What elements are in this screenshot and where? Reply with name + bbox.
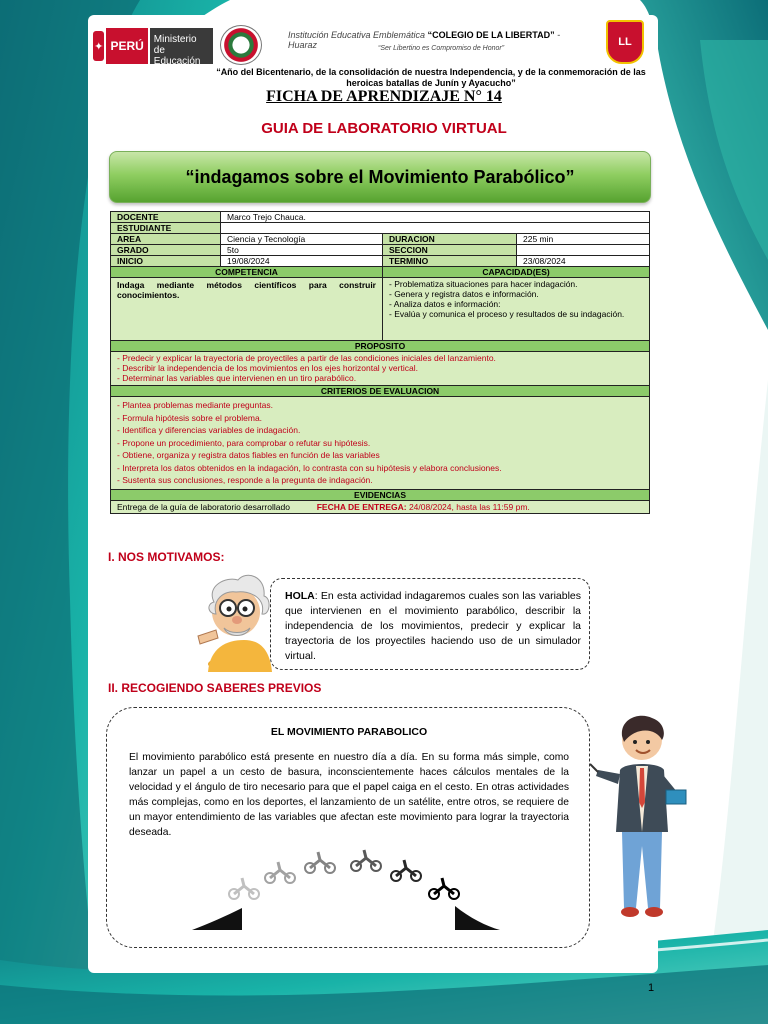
duracion-value: 225 min bbox=[517, 234, 650, 245]
school-crest-icon: LL bbox=[606, 20, 644, 64]
termino-value: 23/08/2024 bbox=[517, 256, 650, 267]
institution-prefix: Institución Educativa Emblemática bbox=[288, 30, 426, 40]
capacidad-item: - Genera y registra datos e información. bbox=[389, 289, 539, 299]
school-logo-icon bbox=[220, 25, 262, 65]
grado-value: 5to bbox=[221, 245, 383, 256]
ministry-label: Ministerio de Educación bbox=[150, 28, 213, 64]
hola-text: : En esta actividad indagaremos cuales son las variables que intervienen en el movimiento parabólico, describir la independencia de los movimientos, predecir y explicar la trayectoria de los proyectiles haciendo uso de un simulador virtual. bbox=[285, 590, 581, 662]
criterio-item: - Interpreta los datos obtenidos en la indagación, lo contrasta con su hipótesis y elabora conclusiones. bbox=[117, 462, 502, 473]
proposito-list bbox=[111, 352, 650, 386]
peru-label: PERÚ bbox=[106, 28, 147, 64]
competencia-value: Indaga mediante métodos científicos para construir conocimientos. bbox=[111, 278, 383, 341]
criterio-item: - Formula hipótesis sobre el problema. bbox=[117, 412, 263, 423]
capacidades-header: CAPACIDAD(ES) bbox=[383, 267, 650, 278]
motorcycle-icon bbox=[305, 852, 335, 873]
evidencias-row bbox=[111, 500, 650, 513]
capacidades-list bbox=[383, 278, 650, 341]
page-number: 1 bbox=[648, 982, 655, 994]
criterio-item: - Plantea problemas mediante preguntas. bbox=[117, 400, 273, 410]
section-motivamos-title: I. NOS MOTIVAMOS: bbox=[108, 550, 225, 564]
peru-shield-icon: ✦ bbox=[93, 31, 104, 61]
seccion-label: SECCION bbox=[383, 245, 517, 256]
info-table bbox=[110, 211, 650, 514]
criterios-header: CRITERIOS DE EVALUACION bbox=[111, 386, 650, 397]
termino-label: TERMINO bbox=[383, 256, 517, 267]
estudiante-field[interactable] bbox=[221, 223, 650, 234]
evidencia-text: Entrega de la guía de laboratorio desarrollado bbox=[117, 501, 290, 512]
motorcycle-jump-illustration bbox=[190, 848, 510, 934]
motorcycle-icon bbox=[229, 878, 259, 899]
proposito-header: PROPOSITO bbox=[111, 341, 650, 352]
topic-banner: “indagamos sobre el Movimiento Parabólico” bbox=[109, 151, 651, 203]
motorcycle-icon bbox=[265, 862, 295, 883]
school-name: “COLEGIO DE LA LIBERTAD” bbox=[427, 30, 555, 40]
capacidad-item: - Evalúa y comunica el proceso y resultados de su indagación. bbox=[389, 309, 625, 319]
inicio-value: 19/08/2024 bbox=[221, 256, 383, 267]
year-text: “Año del Bicentenario, de la consolidación de nuestra Independencia, y de la conmemoración de las heroicas batallas de Junín y Ayacucho” bbox=[216, 67, 646, 88]
capacidad-item: - Problematiza situaciones para hacer indagación. bbox=[389, 279, 578, 289]
criterios-list bbox=[111, 397, 650, 490]
proposito-item: - Predecir y explicar la trayectoria de proyectiles a partir de las condiciones iniciales del lanzamiento. bbox=[117, 353, 496, 363]
motorcycle-icon bbox=[429, 878, 459, 899]
evidencias-header: EVIDENCIAS bbox=[111, 489, 650, 500]
proposito-item: - Describir la independencia de los movimientos en los ejes horizontal y vertical. bbox=[117, 363, 418, 373]
inicio-label: INICIO bbox=[111, 256, 221, 267]
docente-label: DOCENTE bbox=[111, 212, 221, 223]
docente-value: Marco Trejo Chauca. bbox=[221, 212, 650, 223]
school-motto: “Ser Libertino es Compromiso de Honor” bbox=[378, 45, 505, 52]
hola-speech-box bbox=[270, 578, 590, 670]
criterio-item: - Identifica y diferencias variables de indagación. bbox=[117, 425, 301, 435]
professor-illustration bbox=[186, 568, 278, 672]
competencia-header: COMPETENCIA bbox=[111, 267, 383, 278]
estudiante-label: ESTUDIANTE bbox=[111, 223, 221, 234]
page-subtitle: GUIA DE LABORATORIO VIRTUAL bbox=[261, 120, 507, 137]
city: - Huaraz bbox=[288, 30, 561, 50]
page-title: FICHA DE APRENDIZAJE N° 14 bbox=[266, 88, 502, 105]
minedu-logo bbox=[93, 28, 213, 67]
motorcycle-icon bbox=[351, 850, 381, 871]
capacidad-item: - Analiza datos e información: bbox=[389, 299, 501, 309]
fecha-entrega-label: FECHA DE ENTREGA: bbox=[316, 501, 407, 512]
criterio-item: - Obtiene, organiza y registra datos fiables en función de las variables bbox=[117, 450, 380, 460]
criterio-item: - Sustenta sus conclusiones, responde a la pregunta de indagación. bbox=[117, 475, 373, 485]
area-label: AREA bbox=[111, 234, 221, 245]
hola-greeting: HOLA bbox=[285, 590, 315, 602]
grado-label: GRADO bbox=[111, 245, 221, 256]
motorcycle-icon bbox=[391, 860, 421, 881]
proposito-item: - Determinar las variables que intervienen en un tiro parabólico. bbox=[117, 373, 357, 383]
duracion-label: DURACION bbox=[383, 234, 517, 245]
seccion-field[interactable] bbox=[517, 245, 650, 256]
teacher-illustration bbox=[590, 712, 690, 922]
box-title: EL MOVIMIENTO PARABOLICO bbox=[270, 726, 428, 738]
box-text: El movimiento parabólico está presente en nuestro día a día. En su forma más simple, como lanzar un papel a un cesto de basura, inconscientemente haces cálculos mentales de la velocidad y el ángulo de tiro necesario para que el papel caiga en el cesto. En otras actividades más complejas, como en los deportes, el lanzamiento de un satélite, entre otros, se requiere de un mayor entendimiento de las variables que afectan este movimiento para lograr la trayectoria deseada. bbox=[129, 752, 569, 838]
fecha-entrega-value: 24/08/2024, hasta las 11:59 pm. bbox=[406, 501, 530, 512]
criterio-item: - Propone un procedimiento, para comprobar o refutar su hipótesis. bbox=[117, 437, 371, 448]
section-saberes-title: II. RECOGIENDO SABERES PREVIOS bbox=[108, 681, 322, 695]
area-value: Ciencia y Tecnología bbox=[221, 234, 383, 245]
